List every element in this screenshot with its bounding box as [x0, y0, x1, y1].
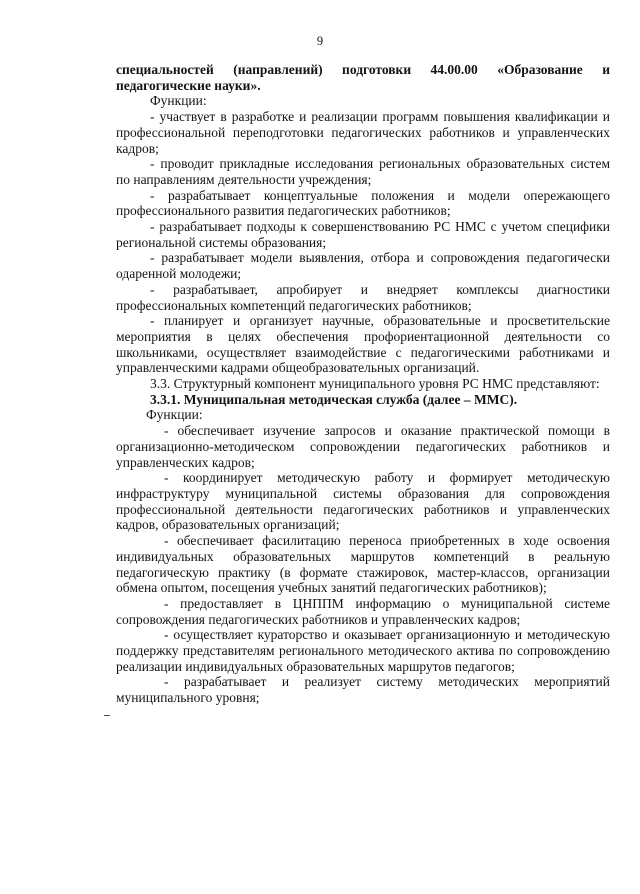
- function-item: - обеспечивает фасилитацию переноса приобретенных в ходе освоения индивидуальных образовательных маршрутов компетенций в реальную педагогическую практику (в формате стажировок, мастер-классов, организации обмена опытом, посещения учебных занятий педагогических работников);: [116, 533, 610, 596]
- function-item: - осуществляет кураторство и оказывает организационную и методическую поддержку представителям регионального методического актива по сопровождению реализации индивидуальных образовательных маршрутов педагогов;: [116, 627, 610, 674]
- function-item: - предоставляет в ЦНППМ информацию о муниципальной системе сопровождения педагогических работников и управленческих кадров;: [116, 595, 610, 627]
- document-body: [116, 62, 610, 706]
- function-item: - разрабатывает, апробирует и внедряет комплексы диагностики профессиональных компетенций педагогических работников;: [116, 281, 610, 313]
- function-item: - планирует и организует научные, образовательные и просветительские мероприятия в целях обеспечения профориентационной деятельности со школьниками, осуществляет взаимодействие с педагогическими работниками и управленческими кадрами общеобразовательных организаций.: [116, 313, 610, 376]
- function-item: - обеспечивает изучение запросов и оказание практической помощи в организационно-методическом сопровождении педагогических работников и управленческих кадров;: [116, 423, 610, 470]
- function-item: - разрабатывает и реализует систему методических мероприятий муниципального уровня;: [116, 674, 610, 706]
- functions-label: Функции:: [146, 407, 203, 423]
- section-paragraph: 3.3. Структурный компонент муниципального уровня РС НМС представляют:: [150, 376, 600, 392]
- function-item: - участвует в разработке и реализации программ повышения квалификации и профессиональной переподготовки педагогических работников и управленческих кадров;: [116, 109, 610, 156]
- function-item: - координирует методическую работу и формирует методическую инфраструктуру муниципальной системы образования для сопровождения профессиональной деятельности педагогических работников и управленческих кадров, образовательных организаций;: [116, 470, 610, 533]
- page-number: 9: [316, 34, 324, 48]
- function-item: - разрабатывает подходы к совершенствованию РС НМС с учетом специфики региональной системы образования;: [116, 219, 610, 250]
- section-heading-continuation: специальностей (направлений) подготовки 44.00.00 «Образование и педагогические науки».: [116, 62, 610, 93]
- functions-label: Функции:: [150, 93, 207, 109]
- margin-mark: [104, 715, 110, 716]
- function-item: - разрабатывает концептуальные положения и модели опережающего профессионального развития педагогических работников;: [116, 187, 610, 219]
- function-item: - проводит прикладные исследования региональных образовательных систем по направлениям деятельности учреждения;: [116, 156, 610, 187]
- subsection-heading: 3.3.1. Муниципальная методическая служба (далее – ММС).: [150, 391, 518, 407]
- function-item: - разрабатывает модели выявления, отбора и сопровождения педагогически одаренной молодежи;: [116, 250, 610, 282]
